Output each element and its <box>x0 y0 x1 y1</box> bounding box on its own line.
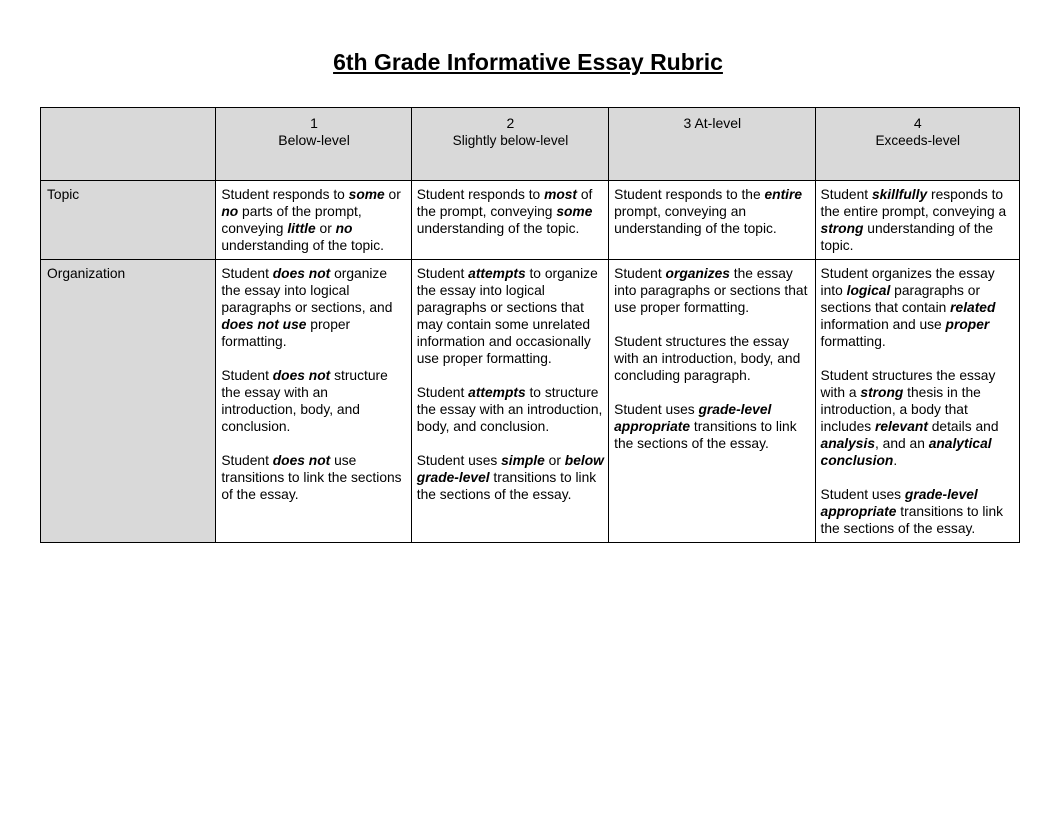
topic-row <box>41 181 1020 260</box>
row-label-organization: Organization <box>41 260 216 543</box>
emphasis-text: related <box>950 300 996 315</box>
organization-cell-level-3 <box>609 260 815 543</box>
emphasis-text: some <box>348 187 385 202</box>
header-corner-cell <box>41 108 216 181</box>
emphasis-text: logical <box>846 283 891 298</box>
emphasis-text: entire <box>764 187 803 202</box>
level-number: 2 <box>506 115 515 131</box>
level-number: 1 <box>310 115 318 131</box>
emphasis-text: some <box>556 204 593 219</box>
level-label: At-level <box>694 115 742 131</box>
level-number: 3 <box>683 115 692 131</box>
criterion-text: Student uses simple or below grade-level transitions to link the sections of the essay. <box>416 453 604 502</box>
emphasis-text: attempts <box>468 266 526 281</box>
emphasis-text: does not <box>272 453 331 468</box>
level-label: Below-level <box>278 132 350 148</box>
criterion-text: Student structures the essay with an introduction, body, and concluding paragraph. <box>614 334 801 383</box>
header-level-4 <box>815 108 1019 181</box>
header-level-2 <box>411 108 608 181</box>
emphasis-text: grade-level appropriate <box>614 402 772 434</box>
criterion-text: Student structures the essay with a strong thesis in the introduction, a body that includes relevant details and analysis, and an analytical conclusion. <box>820 368 999 468</box>
emphasis-text: simple <box>501 453 545 468</box>
level-number: 4 <box>913 115 922 131</box>
topic-cell-level-2 <box>411 181 608 260</box>
criterion-text: Student does not organize the essay into logical paragraphs or sections, and does not use proper formatting. <box>221 266 393 349</box>
emphasis-text: relevant <box>875 419 928 434</box>
organization-cell-level-4 <box>815 260 1019 543</box>
criterion-text: Student organizes the essay into paragraphs or sections that use proper formatting. <box>614 266 808 315</box>
criterion-text: Student responds to some or no parts of the prompt, conveying little or no understanding of the topic. <box>221 187 401 253</box>
emphasis-text: does not <box>272 368 331 383</box>
organization-cell-level-1 <box>216 260 411 543</box>
emphasis-text: strong <box>820 221 864 236</box>
criterion-text: Student does not structure the essay with an introduction, body, and conclusion. <box>221 368 388 434</box>
emphasis-text: no <box>335 221 353 236</box>
emphasis-text: no <box>221 204 239 219</box>
header-level-3 <box>609 108 815 181</box>
criterion-text: Student uses grade-level appropriate transitions to link the sections of the essay. <box>614 402 797 451</box>
emphasis-text: organizes <box>665 266 730 281</box>
emphasis-text: strong <box>860 385 904 400</box>
emphasis-text: does not use <box>221 317 307 332</box>
emphasis-text: attempts <box>468 385 526 400</box>
criterion-text: Student responds to the entire prompt, conveying an understanding of the topic. <box>614 187 803 236</box>
header-level-1 <box>216 108 411 181</box>
emphasis-text: most <box>544 187 578 202</box>
emphasis-text: does not <box>272 266 331 281</box>
rubric-table <box>40 107 1020 543</box>
emphasis-text: skillfully <box>871 187 928 202</box>
emphasis-text: analysis <box>820 436 875 451</box>
criterion-text: Student responds to most of the prompt, conveying some understanding of the topic. <box>416 187 593 236</box>
page-title: 6th Grade Informative Essay Rubric <box>333 49 723 75</box>
criterion-text: Student uses grade-level appropriate transitions to link the sections of the essay. <box>820 487 1004 536</box>
level-label: Slightly below-level <box>452 133 569 148</box>
row-label-topic: Topic <box>41 181 216 260</box>
level-label: Exceeds-level <box>875 133 961 148</box>
topic-cell-level-3 <box>609 181 815 260</box>
criterion-text: Student skillfully responds to the entire prompt, conveying a strong understanding of the topic. <box>820 187 1007 253</box>
header-row <box>41 108 1020 181</box>
topic-cell-level-1 <box>216 181 411 260</box>
criterion-text: Student does not use transitions to link the sections of the essay. <box>221 453 402 502</box>
criterion-text: Student attempts to organize the essay into logical paragraphs or sections that may contain some unrelated information and occasionally use proper formatting. <box>416 266 598 366</box>
organization-row <box>41 260 1020 543</box>
emphasis-text: little <box>287 221 316 236</box>
emphasis-text: below grade-level <box>416 453 604 485</box>
emphasis-text: analytical conclusion <box>820 436 992 468</box>
organization-cell-level-2 <box>411 260 608 543</box>
emphasis-text: proper <box>945 317 990 332</box>
topic-cell-level-4 <box>815 181 1019 260</box>
emphasis-text: grade-level appropriate <box>820 487 978 519</box>
criterion-text: Student attempts to structure the essay with an introduction, body, and conclusion. <box>416 385 603 434</box>
criterion-text: Student organizes the essay into logical paragraphs or sections that contain related information and use proper formatting. <box>820 266 996 349</box>
